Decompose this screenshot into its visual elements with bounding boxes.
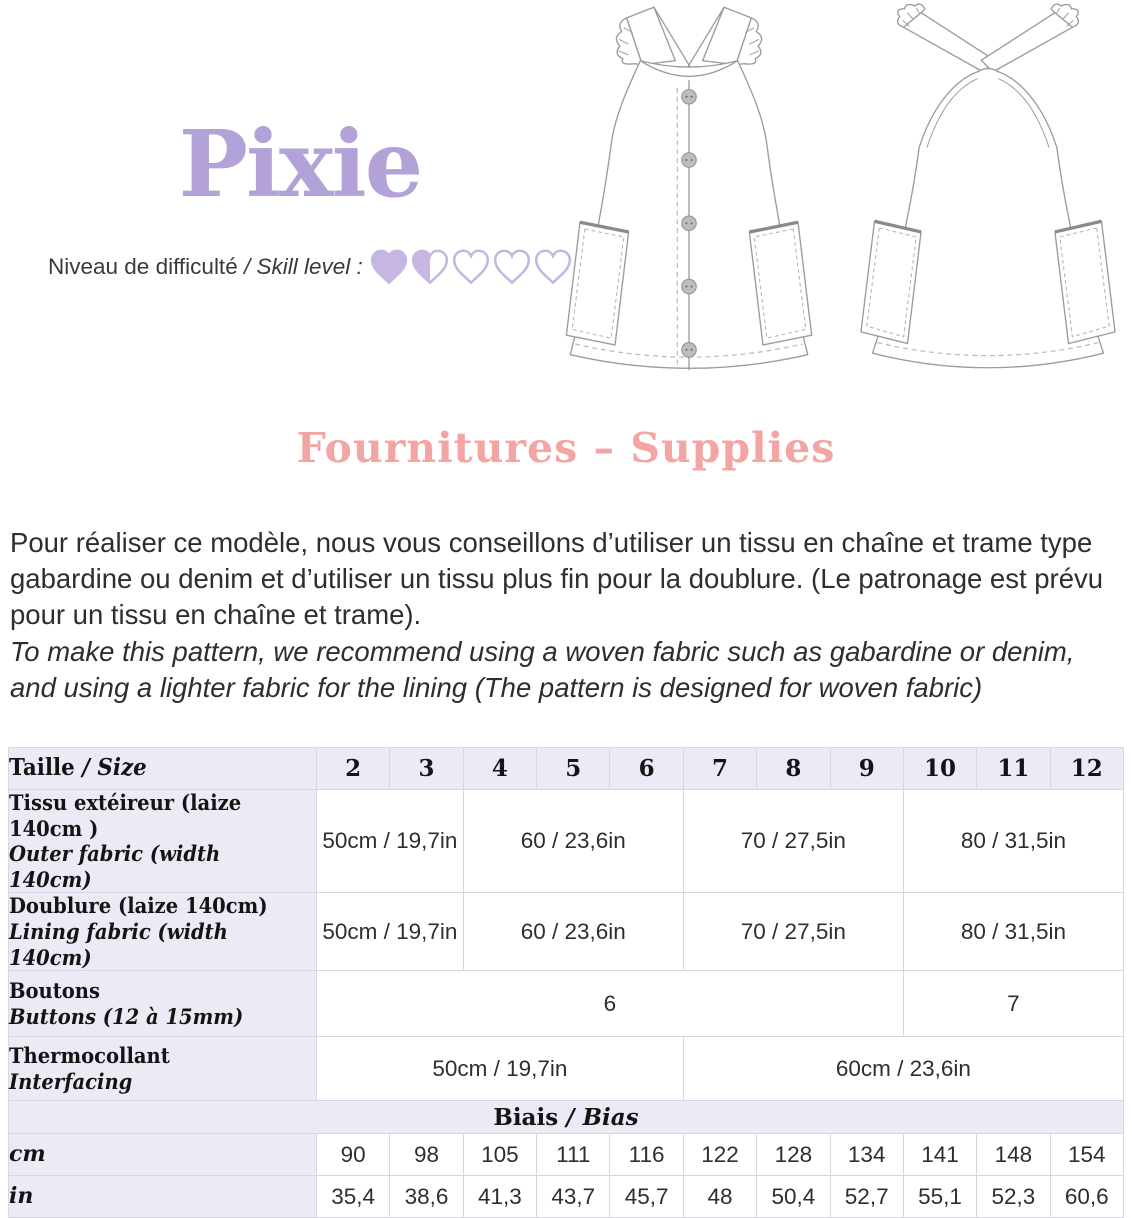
bias-cm-value-cell: 98 [390, 1134, 463, 1176]
bias-header-row [9, 1101, 1124, 1134]
bias-in-value-cell: 55,1 [903, 1176, 976, 1218]
supply-row [9, 790, 1124, 893]
garment-front-illustration [543, 2, 835, 392]
size-col-header-10: 10 [903, 748, 976, 790]
bias-cm-value-cell: 134 [830, 1134, 903, 1176]
heart-icon-filled [370, 249, 408, 285]
supply-value-cell: 50cm / 19,7in [317, 893, 464, 971]
heart-icon-outline [452, 249, 490, 285]
bias-cm-value-cell: 111 [537, 1134, 610, 1176]
size-col-header-12: 12 [1050, 748, 1123, 790]
bias-in-value-cell: 60,6 [1050, 1176, 1123, 1218]
bias-in-value-cell: 48 [683, 1176, 756, 1218]
bias-cm-value-cell: 90 [317, 1134, 390, 1176]
garment-back-illustration [845, 4, 1131, 392]
size-col-header-4: 4 [463, 748, 536, 790]
supply-value-cell: 6 [317, 971, 904, 1037]
skill-label-separator: / [237, 254, 257, 279]
bias-in-value-cell: 43,7 [537, 1176, 610, 1218]
size-col-header-11: 11 [977, 748, 1050, 790]
bias-in-value-cell: 52,7 [830, 1176, 903, 1218]
bias-cm-value-cell: 122 [683, 1134, 756, 1176]
supply-value-cell: 70 / 27,5in [683, 790, 903, 893]
size-col-header-8: 8 [757, 748, 830, 790]
bias-in-value-cell: 50,4 [757, 1176, 830, 1218]
bias-cm-value-cell: 128 [757, 1134, 830, 1176]
supply-value-cell: 60cm / 23,6in [683, 1037, 1123, 1101]
bias-cm-row [9, 1134, 1124, 1176]
supply-value-cell: 50cm / 19,7in [317, 1037, 684, 1101]
supply-row-label: Tissu extéireur (laize 140cm ) Outer fabric (width 140cm) [9, 790, 317, 893]
bias-in-value-cell: 41,3 [463, 1176, 536, 1218]
size-col-header-2: 2 [317, 748, 390, 790]
bias-cm-value-cell: 116 [610, 1134, 683, 1176]
supplies-table [8, 747, 1124, 1218]
skill-hearts [367, 249, 572, 285]
size-col-header-3: 3 [390, 748, 463, 790]
table-header-row [9, 748, 1124, 790]
bias-in-value-cell: 35,4 [317, 1176, 390, 1218]
heart-icon-outline [493, 249, 531, 285]
bias-cm-value-cell: 148 [977, 1134, 1050, 1176]
bias-cm-value-cell: 105 [463, 1134, 536, 1176]
bias-header: Biais / Bias [9, 1101, 1124, 1134]
skill-label-en: Skill level : [256, 254, 363, 279]
skill-label-fr: Niveau de difficulté [48, 254, 238, 279]
supply-value-cell: 70 / 27,5in [683, 893, 903, 971]
bias-cm-value-cell: 141 [903, 1134, 976, 1176]
bias-in-label: in [9, 1176, 317, 1218]
back-strap-right [981, 13, 1072, 72]
bias-in-value-cell: 38,6 [390, 1176, 463, 1218]
size-col-header-9: 9 [830, 748, 903, 790]
skill-level-line [48, 244, 572, 290]
size-col-header-7: 7 [683, 748, 756, 790]
supplies-heading: Fournitures – Supplies [296, 424, 836, 472]
supply-value-cell: 80 / 31,5in [903, 790, 1123, 893]
intro-paragraph [10, 525, 1126, 707]
bias-cm-value-cell: 154 [1050, 1134, 1123, 1176]
intro-text-fr: Pour réaliser ce modèle, nous vous conseillons d’utiliser un tissu en chaîne et trame type gabardine ou denim et d’utiliser un tissu plus fin pour la doublure. (Le patronage est prévu pour un tissu en chaîne et trame). [10, 526, 1104, 631]
size-header-label: Taille / Size [9, 748, 317, 790]
supply-row [9, 971, 1124, 1037]
supply-value-cell: 50cm / 19,7in [317, 790, 464, 893]
supply-value-cell: 60 / 23,6in [463, 790, 683, 893]
supply-row [9, 893, 1124, 971]
bias-cm-label: cm [9, 1134, 317, 1176]
size-col-header-6: 6 [610, 748, 683, 790]
supply-row [9, 1037, 1124, 1101]
heart-icon-half [411, 249, 449, 285]
intro-text-en: To make this pattern, we recommend using a woven fabric such as gabardine or denim, and using a lighter fabric for the lining (The pattern is designed for woven fabric) [10, 635, 1075, 704]
supply-row-label: Doublure (laize 140cm) Lining fabric (width 140cm) [9, 893, 317, 971]
bias-in-row [9, 1176, 1124, 1218]
supply-value-cell: 60 / 23,6in [463, 893, 683, 971]
bias-in-value-cell: 52,3 [977, 1176, 1050, 1218]
size-col-header-5: 5 [537, 748, 610, 790]
bias-in-value-cell: 45,7 [610, 1176, 683, 1218]
pattern-title: Pixie [178, 110, 422, 218]
supply-value-cell: 80 / 31,5in [903, 893, 1123, 971]
supply-row-label: Thermocollant Interfacing [9, 1037, 317, 1101]
supply-value-cell: 7 [903, 971, 1123, 1037]
back-strap-left [904, 13, 995, 72]
supply-row-label: Boutons Buttons (12 à 15mm) [9, 971, 317, 1037]
